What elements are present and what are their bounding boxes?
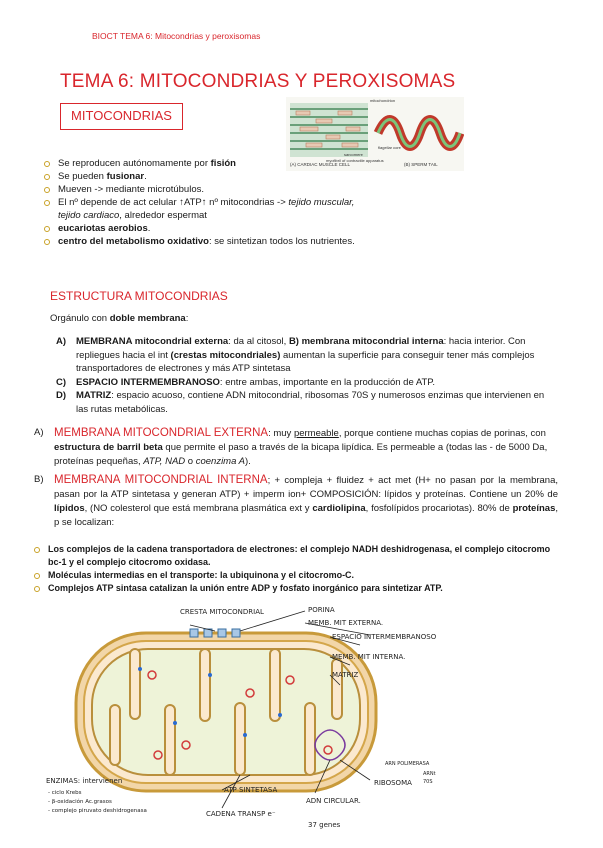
figure-label-flag: flagellar core [378, 145, 401, 150]
structure-list [56, 335, 556, 416]
sketch-label-ribosoma: RIBOSOMA [374, 779, 412, 787]
section-heading-estructura: ESTRUCTURA MITOCONDRIAS [50, 289, 228, 303]
sketch-label-adn: ADN CIRCULAR. [306, 797, 361, 805]
structure-item-d: D) MATRIZ: espacio acuoso, contiene ADN mitocondrial, ribosomas 70S y numerosos enzimas que intervienen en las rutas metabólicas. [56, 390, 545, 415]
list-item: Se pueden fusionar. [44, 170, 379, 183]
intro-bullet-list [44, 157, 379, 248]
figure-label-mito: mitochondrion [370, 98, 396, 103]
sketch-label-espacio: ESPACIO INTERMEMBRANOSO [332, 633, 437, 641]
list-item: Se reproducen autónomamente por fisión [44, 157, 379, 170]
sketch-label-atp: ATP SINTETASA [224, 786, 278, 794]
sketch-label-70s: 70S [423, 779, 433, 785]
sketch-label-enz1: - ciclo Krebs [48, 790, 82, 796]
list-item: Complejos ATP sintasa catalizan la unión entre ADP y fosfato inorgánico para sintetizar ATP. [34, 582, 564, 595]
sketch-label-enz3: - complejo piruvato deshidrogenasa [48, 808, 147, 814]
sketch-label-cadena: CADENA TRANSP e⁻ [206, 810, 276, 818]
figure-label-a: (A) CARDIAC MUSCLE CELL [290, 162, 351, 167]
sketch-label-enzimas: ENZIMAS: intervienen [46, 777, 123, 785]
sketch-label-memb-int: MEMB. MIT INTERNA. [332, 653, 406, 661]
mitochondrion-sketch [40, 605, 570, 845]
sketch-label-porina: PORINA [308, 606, 335, 614]
structure-item-c: C) ESPACIO INTERMEMBRANOSO: entre ambas, importante en la producción de ATP. [56, 376, 436, 388]
sketch-label-enz2: - β-oxidación Ac.grasos [48, 799, 112, 805]
figure-label-myo: myofibril of contractile apparatus [326, 158, 384, 163]
sketch-label-arnt: ARNt [423, 771, 436, 777]
running-header: BIOCT TEMA 6: Mitocondrias y peroxisomas [92, 31, 261, 41]
sketch-label-genes: 37 genes [308, 821, 341, 829]
sketch-label-matriz: MATRIZ [332, 671, 359, 679]
sketch-label-arn-pol: ARN POLIMERASA [385, 761, 430, 767]
list-item: Moléculas intermedias en el transporte: la ubiquinona y el citocromo-C. [34, 569, 564, 582]
list-item: eucariotas aerobios. [44, 222, 379, 235]
organ-line: Orgánulo con doble membrana: [50, 313, 189, 324]
structure-item-a: A) MEMBRANA mitocondrial externa: da al citosol, B) membrana mitocondrial interna: hacia interior. Con repliegues hacia el int (crestas mitocondriales) aumentan la superficie para conseguir tener más complejos transportadores de electrones y más ATP sintetasa [56, 336, 535, 374]
cardiac-muscle-panel [290, 103, 368, 157]
paragraph-membrana-externa: A) MEMBRANA MITOCONDRIAL EXTERNA: muy permeable, porque contiene muchas copias de porinas, con estructura de barril beta que permite el paso a través de la bicapa lipídica. Es permeable a (todas las - de 5000 Da, proteínas pequeñas, ATP, NAD o coenzima A). [34, 427, 548, 467]
list-item: El nº depende de act celular ↑ATP↑ nº mitocondrias -> tejido muscular, tejido cardiaco, alrededor espermat [44, 196, 379, 222]
list-item: centro del metabolismo oxidativo: se sintetizan todos los nutrientes. [44, 235, 379, 248]
section-box-title: MITOCONDRIAS [60, 103, 183, 130]
figure-label-b: (B) SPERM TAIL [404, 162, 438, 167]
list-item: Mueven -> mediante microtúbulos. [44, 183, 379, 196]
paragraph-membrana-interna: B) MEMBRANA MITOCONDRIAL INTERNA; + compleja + fluidez + act met (H+ no pasan por la membrana, pasan por la ATP sintetasa y generan ATP) + imperm ion+ COMPOSICIÓN: lípidos y proteínas. Contiene un 20% de lípidos, (NO colesterol que está membrana plasmática ext y cardiolipina, fosfolípidos procariotas). 80% de proteínas, p se localizan: [34, 474, 559, 528]
sketch-label-cresta: CRESTA MITOCONDRIAL [180, 608, 264, 616]
figure-label-sarc: sarcomere [344, 152, 363, 157]
list-item: Los complejos de la cadena transportadora de electrones: el complejo NADH deshidrogenasa, el complejo citocromo bc-1 y el complejo citocromo oxidasa. [34, 543, 564, 569]
complex-list [34, 543, 564, 595]
sketch-label-memb-ext: MEMB. MIT EXTERNA. [308, 619, 384, 627]
page-title: TEMA 6: MITOCONDRIAS Y PEROXISOMAS [60, 71, 456, 92]
